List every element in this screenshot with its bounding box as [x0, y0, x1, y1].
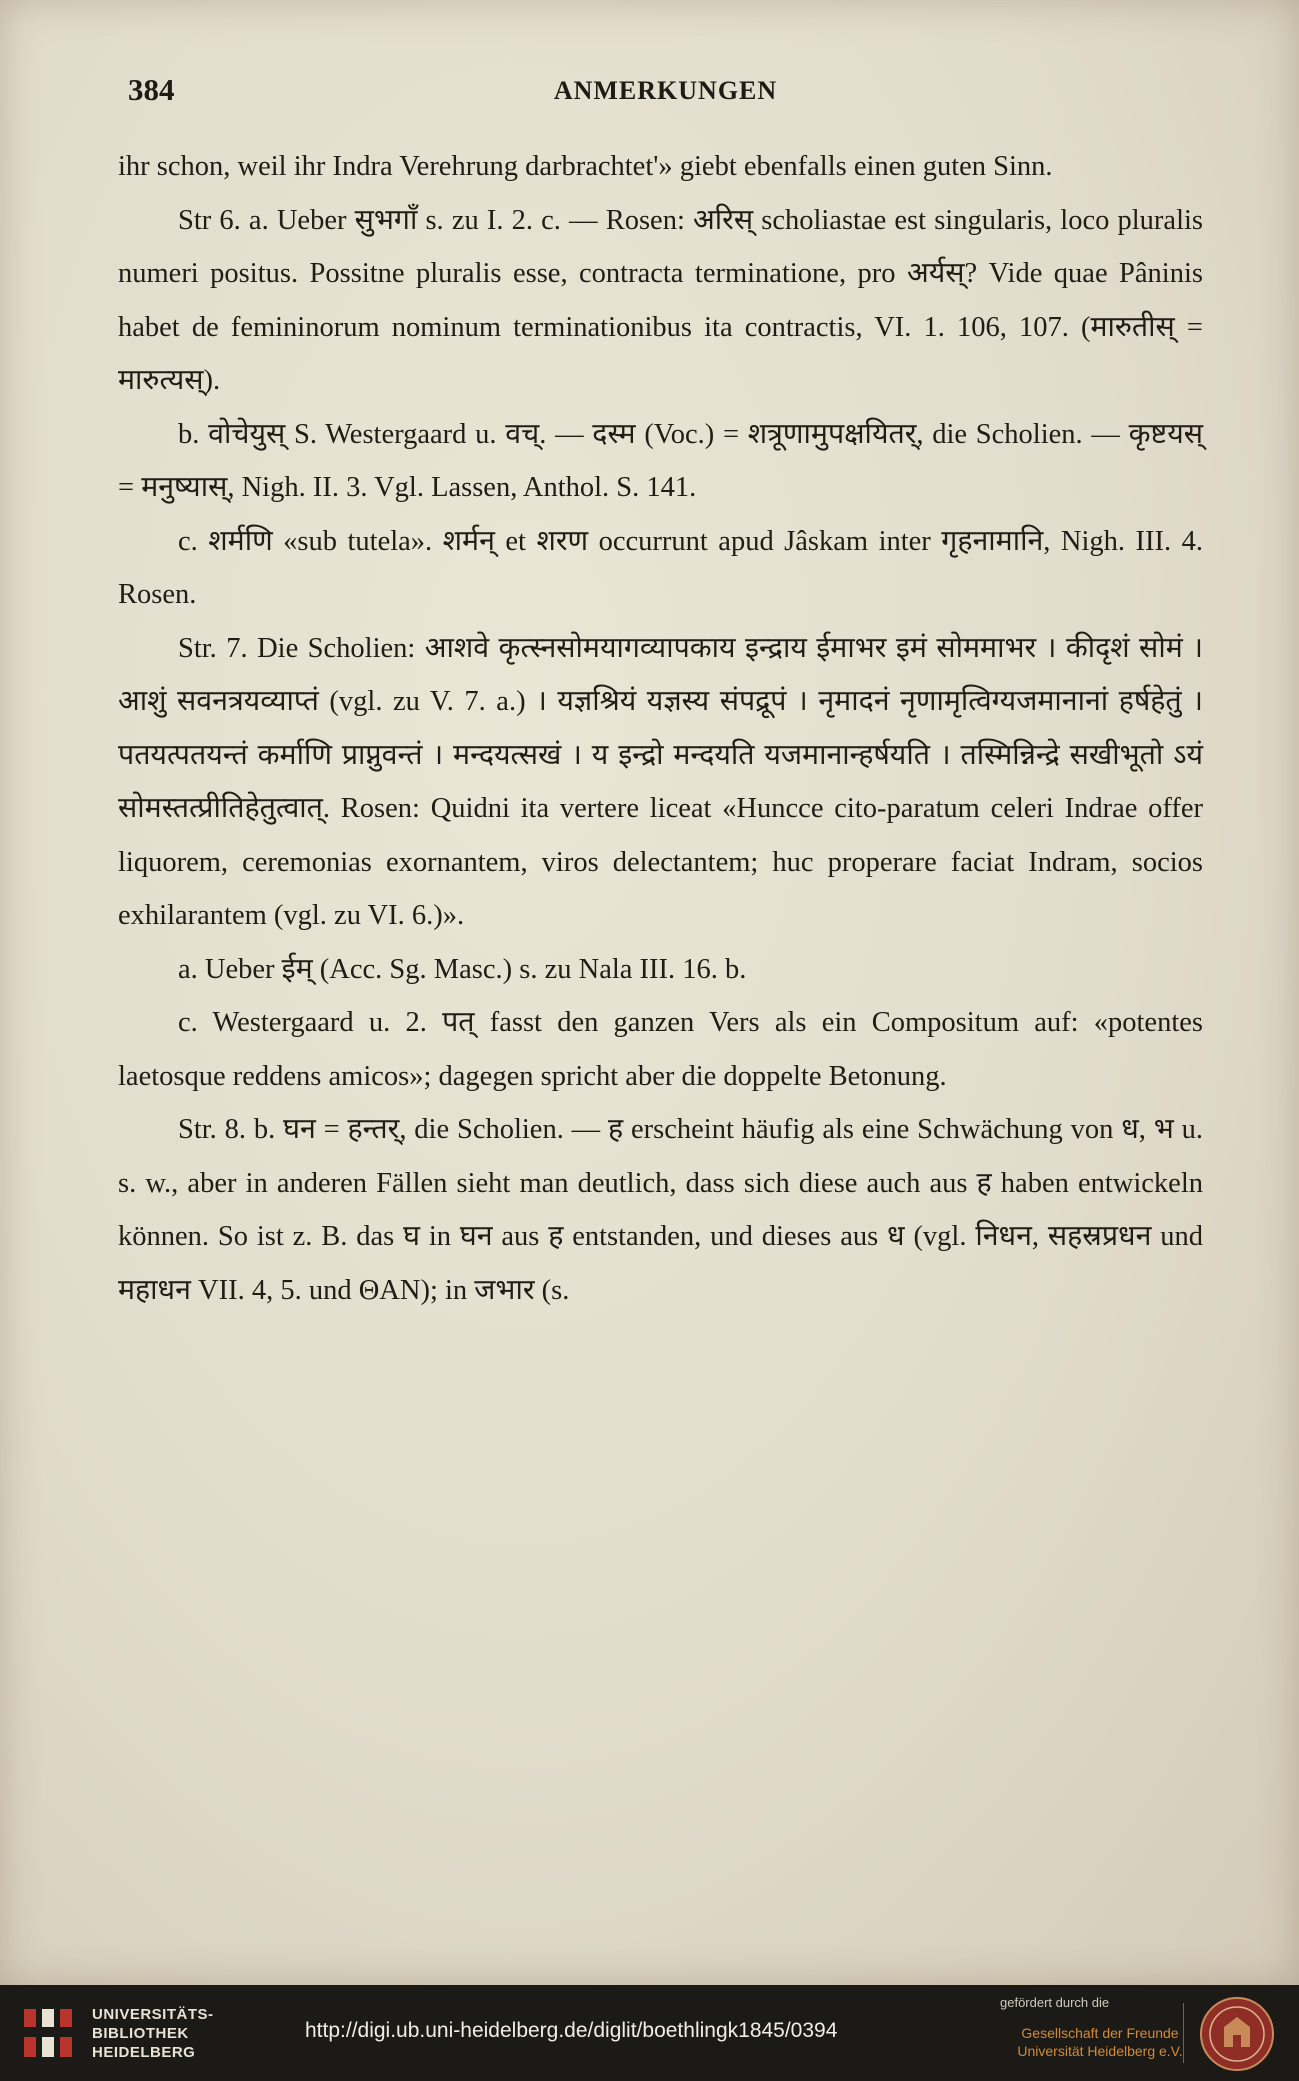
paragraph: ihr schon, weil ihr Indra Verehrung darbrachtet'» giebt ebenfalls einen guten Sinn.	[118, 151, 1053, 182]
running-head: ANMERKUNGEN	[553, 76, 778, 105]
sponsor-note: gefördert durch die	[1000, 1995, 1110, 2010]
viewer-footer	[0, 1985, 1299, 2081]
paragraph: c. शर्मणि «sub tutela». शर्मन् et शरण occurrunt apud Jâskam inter गृहनामानि, Nigh. III. 4. Rosen.	[118, 525, 1203, 610]
divider	[1183, 2003, 1184, 2063]
paragraph: Str 6. a. Ueber सुभगाँ s. zu I. 2. c. — Rosen: अरिस् scholiastae est singularis, loco pluralis numeri positus. Possitne pluralis esse, contracta terminatione, pro अर्यस्? Vide quae Pâninis habet de femininorum nominum terminationibus ita contractis, VI. 1. 106, 107. (मारुतीस् = मारुत्यस्).	[118, 204, 1203, 396]
body-text	[118, 140, 1203, 1317]
sponsor-name: Gesellschaft der Freunde Universität Heidelberg e.V.	[1017, 2025, 1183, 2059]
page-url-link[interactable]: http://digi.ub.uni-heidelberg.de/diglit/boethlingk1845/0394	[305, 2019, 838, 2042]
paragraph: c. Westergaard u. 2. पत् fasst den ganzen Vers als ein Compositum auf: «potentes laetosque reddens amicos»; dagegen spricht aber die doppelte Betonung.	[118, 1007, 1203, 1092]
paragraph: Str. 7. Die Scholien: आशवे कृत्स्नसोमयागव्यापकाय इन्द्राय ईमाभर इमं सोममाभर । कीदृशं सोमं । आशुं सवनत्रयव्याप्तं (vgl. zu V. 7. a.) । यज्ञश्रियं यज्ञस्य संपद्रूपं । नृमादनं नृणामृत्विग्यजमानानां हर्षहेतुं । पतयत्पतयन्तं कर्माणि प्राप्नुवन्तं । मन्दयत्सखं । य इन्द्रो मन्दयति यजमानान्हर्षयति । तस्मिन्निन्द्रे सखीभूतो ऽयं सोमस्तत्प्रीतिहेतुत्वात्. Rosen: Quidni ita vertere liceat «Huncce cito-paratum celeri Indrae offer liquorem, ceremonias exornantem, viros delectantem; huc properare faciat Indram, socios exhilarantem (vgl. zu VI. 6.)».	[118, 632, 1203, 931]
page-header	[128, 72, 1203, 122]
library-name: UNIVERSITÄTS- BIBLIOTHEK HEIDELBERG	[92, 2006, 214, 2061]
paragraph: a. Ueber ईम् (Acc. Sg. Masc.) s. zu Nala III. 16. b.	[178, 953, 747, 985]
paragraph: b. वोचेयुस् S. Westergaard u. वच्. — दस्म (Voc.) = शत्रूणामुपक्षयितर्, die Scholien. — कृष्टयस् = मनुष्यास्, Nigh. II. 3. Vgl. Lassen, Anthol. S. 141.	[118, 418, 1203, 503]
university-seal-icon	[1198, 1995, 1276, 2073]
library-logo-icon	[18, 2001, 82, 2065]
page-number: 384	[128, 72, 175, 107]
sponsor-block	[1000, 1995, 1200, 2060]
paragraph: Str. 8. b. घन = हन्तर्, die Scholien. — ह erscheint häufig als eine Schwächung von ध, भ u. s. w., aber in anderen Fällen sieht man deutlich, dass sich diese auch aus ह haben entwickeln können. So ist z. B. das घ in घन aus ह entstanden, und dieses aus ध (vgl. निधन, सहस्रप्रधन und महाधन VII. 4, 5. und ΘAN); in जभार (s.	[118, 1114, 1203, 1306]
